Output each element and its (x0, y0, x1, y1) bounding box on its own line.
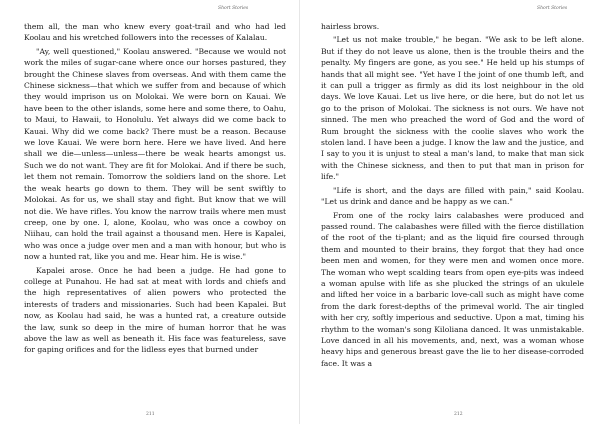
left-page-text (24, 21, 286, 356)
right-page (300, 0, 600, 424)
right-paragraph-1: hairless brows. (321, 22, 380, 31)
right-paragraph-4: From one of the rocky lairs calabashes were produced and passed round. The calabashes were filled with the fierce distillation of the root of the ti-plant; and as the liquid fire coursed through them and mounted to their brains, they forgot that they had once been men and women, for they were men and women once more. The woman who wept scalding tears from open eye-pits was indeed a woman apulse with life as she plucked the strings of an ukulele and lifted her voice in a barbaric love-call such as might have come from the dark forest-depths of the primeval world. The air tingled with her cry, softly imperious and seductive. Upon a mat, timing his rhythm to the woman's song Kiloliana danced. It was unmistakable. Love danced in all his movements, and, next, was a woman whose heavy hips and generous breast gave the lie to her disease-corroded face. It was a (321, 210, 584, 368)
left-page-number: 211 (146, 412, 155, 417)
right-paragraph-3: "Life is short, and the days are filled with pain," said Koolau. "Let us drink and dance and be happy as we can." (321, 185, 584, 207)
left-paragraph-3: Kapalei arose. Once he had been a judge. He had gone to college at Punahou. He had sat at meat with lords and chiefs and the high representatives of alien powers who protected the interests of traders and missionaries. Such had been Kapalei. But now, as Koolau had said, he was a hunted rat, a creature outside the law, sunk so deep in the mire of human horror that he was above the law as well as beneath it. His face was featureless, save for gaping orifices and for the lidless eyes that burned under (24, 265, 286, 355)
left-running-head: Short Stories (218, 6, 249, 11)
left-paragraph-1: them all, the man who knew every goat-trail and who had led Koolau and his wretched followers into the recesses of Kalalau. (24, 22, 286, 43)
right-page-number: 212 (454, 412, 463, 417)
left-paragraph-2: "Ay, well questioned," Koolau answered. "Because we would not work the miles of sugar-cane where once our horses pastured, they brought the Chinese slaves from overseas. And with them came the Chinese sickness—that which we suffer from and because of which they would imprison us on Molokai. We were born on Kauai. We have been to the other islands, some here and some there, to Oahu, to Maui, to Hawaii, to Honolulu. Yet always did we come back to Kauai. Why did we come back? There must be a reason. Because we love Kauai. We were born here. Here we have lived. And here shall we die—unless—unless—there be weak hearts amongst us. Such we do not want. They are fit for Molokai. And if there be such, let them not remain. Tomorrow the soldiers land on the shore. Let the weak hearts go down to them. They will be sent swiftly to Molokai. As for us, we shall stay and fight. But know that we will not die. We have rifles. You know the narrow trails where men must creep, one by one. I, alone, Koolau, who was once a cowboy on Niihau, can hold the trail against a thousand men. Here is Kapalei, who was once a judge over men and a man with honour, but who is now a hunted rat, like you and me. Hear him. He is wise." (24, 46, 286, 262)
right-page-text (321, 21, 584, 369)
right-paragraph-2: "Let us not make trouble," he began. "We ask to be left alone. But if they do not leave us alone, then is the trouble theirs and the penalty. My fingers are gone, as you see." He held up his stumps of hands that all might see. "Yet have I the joint of one thumb left, and it can pull a trigger as firmly as did its lost neighbour in the old days. We love Kauai. Let us live here, or die here, but do not let us go to the prison of Molokai. The sickness is not ours. We have not sinned. The men who preached the word of God and the word of Rum brought the sickness with the coolie slaves who work the stolen land. I have been a judge. I know the law and the justice, and I say to you it is unjust to steal a man's land, to make that man sick with the Chinese sickness, and then to put that man in prison for life." (321, 35, 584, 182)
right-running-head: Short Stories (537, 6, 568, 11)
